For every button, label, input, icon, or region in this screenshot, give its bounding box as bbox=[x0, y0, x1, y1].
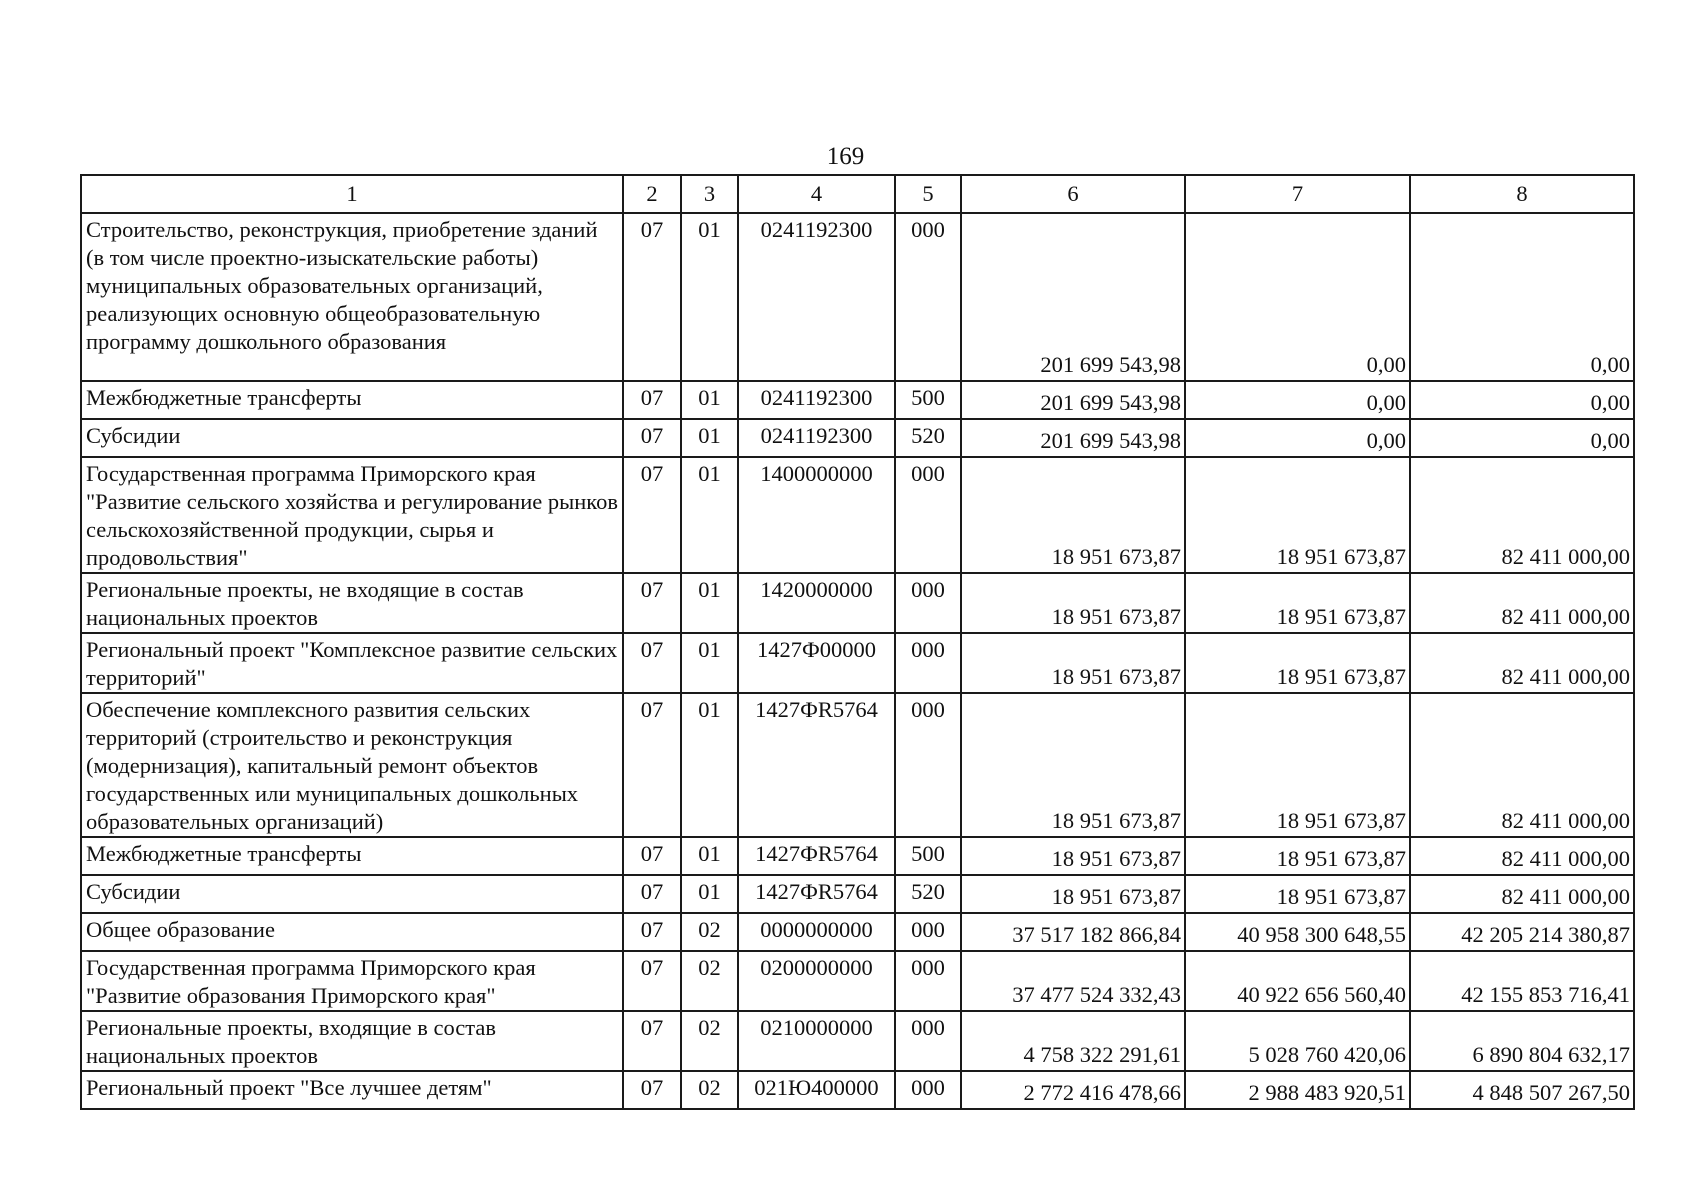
section-code: 07 bbox=[623, 875, 681, 913]
expense-type-code: 000 bbox=[895, 573, 961, 633]
subsection-code: 01 bbox=[681, 837, 738, 875]
amount-col-6: 201 699 543,98 bbox=[961, 419, 1185, 457]
target-article-code: 1400000000 bbox=[738, 457, 895, 573]
amount-col-7: 0,00 bbox=[1185, 213, 1410, 381]
item-name: Общее образование bbox=[81, 913, 623, 951]
item-name: Региональные проекты, не входящие в состав национальных проектов bbox=[81, 573, 623, 633]
target-article-code: 0210000000 bbox=[738, 1011, 895, 1071]
subsection-code: 02 bbox=[681, 913, 738, 951]
table-row bbox=[81, 381, 1634, 419]
amount-col-6: 37 517 182 866,84 bbox=[961, 913, 1185, 951]
expense-type-code: 000 bbox=[895, 951, 961, 1011]
amount-col-8: 82 411 000,00 bbox=[1410, 633, 1634, 693]
expense-type-code: 000 bbox=[895, 1011, 961, 1071]
item-name: Региональный проект "Все лучшее детям" bbox=[81, 1071, 623, 1109]
subsection-code: 01 bbox=[681, 875, 738, 913]
subsection-code: 01 bbox=[681, 693, 738, 837]
amount-col-8: 6 890 804 632,17 bbox=[1410, 1011, 1634, 1071]
subsection-code: 01 bbox=[681, 381, 738, 419]
amount-col-8: 82 411 000,00 bbox=[1410, 875, 1634, 913]
amount-col-7: 18 951 673,87 bbox=[1185, 693, 1410, 837]
expense-type-code: 000 bbox=[895, 1071, 961, 1109]
amount-col-7: 2 988 483 920,51 bbox=[1185, 1071, 1410, 1109]
item-name: Региональный проект "Комплексное развитие сельских территорий" bbox=[81, 633, 623, 693]
amount-col-8: 82 411 000,00 bbox=[1410, 837, 1634, 875]
section-code: 07 bbox=[623, 419, 681, 457]
amount-col-7: 18 951 673,87 bbox=[1185, 457, 1410, 573]
item-name: Межбюджетные трансферты bbox=[81, 381, 623, 419]
header-row bbox=[81, 175, 1634, 213]
amount-col-8: 4 848 507 267,50 bbox=[1410, 1071, 1634, 1109]
item-name: Государственная программа Приморского края "Развитие образования Приморского края" bbox=[81, 951, 623, 1011]
subsection-code: 01 bbox=[681, 457, 738, 573]
subsection-code: 01 bbox=[681, 573, 738, 633]
budget-table bbox=[80, 174, 1635, 1110]
amount-col-6: 201 699 543,98 bbox=[961, 213, 1185, 381]
table-row bbox=[81, 1011, 1634, 1071]
column-header-1: 1 bbox=[81, 175, 623, 213]
column-header-7: 7 bbox=[1185, 175, 1410, 213]
amount-col-6: 37 477 524 332,43 bbox=[961, 951, 1185, 1011]
target-article-code: 0200000000 bbox=[738, 951, 895, 1011]
expense-type-code: 500 bbox=[895, 381, 961, 419]
amount-col-7: 0,00 bbox=[1185, 381, 1410, 419]
expense-type-code: 000 bbox=[895, 633, 961, 693]
item-name: Региональные проекты, входящие в состав национальных проектов bbox=[81, 1011, 623, 1071]
amount-col-6: 18 951 673,87 bbox=[961, 457, 1185, 573]
target-article-code: 1427Ф00000 bbox=[738, 633, 895, 693]
amount-col-6: 18 951 673,87 bbox=[961, 633, 1185, 693]
section-code: 07 bbox=[623, 951, 681, 1011]
amount-col-7: 40 958 300 648,55 bbox=[1185, 913, 1410, 951]
amount-col-8: 82 411 000,00 bbox=[1410, 573, 1634, 633]
target-article-code: 021Ю400000 bbox=[738, 1071, 895, 1109]
expense-type-code: 000 bbox=[895, 693, 961, 837]
item-name: Межбюджетные трансферты bbox=[81, 837, 623, 875]
target-article-code: 0000000000 bbox=[738, 913, 895, 951]
amount-col-6: 2 772 416 478,66 bbox=[961, 1071, 1185, 1109]
section-code: 07 bbox=[623, 633, 681, 693]
subsection-code: 01 bbox=[681, 633, 738, 693]
amount-col-8: 0,00 bbox=[1410, 381, 1634, 419]
table-row bbox=[81, 213, 1634, 381]
amount-col-8: 0,00 bbox=[1410, 213, 1634, 381]
amount-col-8: 42 205 214 380,87 bbox=[1410, 913, 1634, 951]
amount-col-6: 18 951 673,87 bbox=[961, 693, 1185, 837]
amount-col-7: 18 951 673,87 bbox=[1185, 573, 1410, 633]
table-row bbox=[81, 457, 1634, 573]
subsection-code: 02 bbox=[681, 951, 738, 1011]
table-row bbox=[81, 837, 1634, 875]
section-code: 07 bbox=[623, 693, 681, 837]
expense-type-code: 500 bbox=[895, 837, 961, 875]
amount-col-7: 18 951 673,87 bbox=[1185, 837, 1410, 875]
section-code: 07 bbox=[623, 1011, 681, 1071]
expense-type-code: 000 bbox=[895, 457, 961, 573]
target-article-code: 1427ФR5764 bbox=[738, 693, 895, 837]
target-article-code: 0241192300 bbox=[738, 213, 895, 381]
amount-col-6: 18 951 673,87 bbox=[961, 875, 1185, 913]
target-article-code: 1420000000 bbox=[738, 573, 895, 633]
table-row bbox=[81, 573, 1634, 633]
amount-col-6: 18 951 673,87 bbox=[961, 837, 1185, 875]
item-name: Субсидии bbox=[81, 875, 623, 913]
target-article-code: 0241192300 bbox=[738, 419, 895, 457]
target-article-code: 1427ФR5764 bbox=[738, 837, 895, 875]
page-number: 169 bbox=[826, 143, 865, 170]
amount-col-8: 82 411 000,00 bbox=[1410, 457, 1634, 573]
amount-col-6: 201 699 543,98 bbox=[961, 381, 1185, 419]
expense-type-code: 000 bbox=[895, 913, 961, 951]
target-article-code: 0241192300 bbox=[738, 381, 895, 419]
column-header-6: 6 bbox=[961, 175, 1185, 213]
amount-col-7: 0,00 bbox=[1185, 419, 1410, 457]
item-name: Субсидии bbox=[81, 419, 623, 457]
amount-col-6: 4 758 322 291,61 bbox=[961, 1011, 1185, 1071]
table-row bbox=[81, 693, 1634, 837]
amount-col-8: 42 155 853 716,41 bbox=[1410, 951, 1634, 1011]
expense-type-code: 000 bbox=[895, 213, 961, 381]
table-row bbox=[81, 1071, 1634, 1109]
column-header-5: 5 bbox=[895, 175, 961, 213]
column-header-4: 4 bbox=[738, 175, 895, 213]
expense-type-code: 520 bbox=[895, 875, 961, 913]
section-code: 07 bbox=[623, 1071, 681, 1109]
amount-col-7: 40 922 656 560,40 bbox=[1185, 951, 1410, 1011]
item-name: Государственная программа Приморского края "Развитие сельского хозяйства и регулирование рынков сельскохозяйственной продукции, сырья и продовольствия" bbox=[81, 457, 623, 573]
subsection-code: 02 bbox=[681, 1011, 738, 1071]
table-row bbox=[81, 951, 1634, 1011]
table-row bbox=[81, 419, 1634, 457]
amount-col-8: 0,00 bbox=[1410, 419, 1634, 457]
amount-col-8: 82 411 000,00 bbox=[1410, 693, 1634, 837]
target-article-code: 1427ФR5764 bbox=[738, 875, 895, 913]
section-code: 07 bbox=[623, 573, 681, 633]
section-code: 07 bbox=[623, 913, 681, 951]
column-header-3: 3 bbox=[681, 175, 738, 213]
amount-col-6: 18 951 673,87 bbox=[961, 573, 1185, 633]
item-name: Обеспечение комплексного развития сельских территорий (строительство и реконструкция (модернизация), капитальный ремонт объектов государственных или муниципальных дошкольных образовательных организаций) bbox=[81, 693, 623, 837]
table-row bbox=[81, 913, 1634, 951]
column-header-8: 8 bbox=[1410, 175, 1634, 213]
subsection-code: 01 bbox=[681, 419, 738, 457]
subsection-code: 01 bbox=[681, 213, 738, 381]
item-name: Строительство, реконструкция, приобретение зданий (в том числе проектно-изыскательские работы) муниципальных образовательных организаций, реализующих основную общеобразовательную программу дошкольного образования bbox=[81, 213, 623, 381]
column-header-2: 2 bbox=[623, 175, 681, 213]
subsection-code: 02 bbox=[681, 1071, 738, 1109]
amount-col-7: 5 028 760 420,06 bbox=[1185, 1011, 1410, 1071]
section-code: 07 bbox=[623, 213, 681, 381]
amount-col-7: 18 951 673,87 bbox=[1185, 633, 1410, 693]
section-code: 07 bbox=[623, 837, 681, 875]
section-code: 07 bbox=[623, 381, 681, 419]
expense-type-code: 520 bbox=[895, 419, 961, 457]
table-row bbox=[81, 875, 1634, 913]
table-row bbox=[81, 633, 1634, 693]
amount-col-7: 18 951 673,87 bbox=[1185, 875, 1410, 913]
section-code: 07 bbox=[623, 457, 681, 573]
